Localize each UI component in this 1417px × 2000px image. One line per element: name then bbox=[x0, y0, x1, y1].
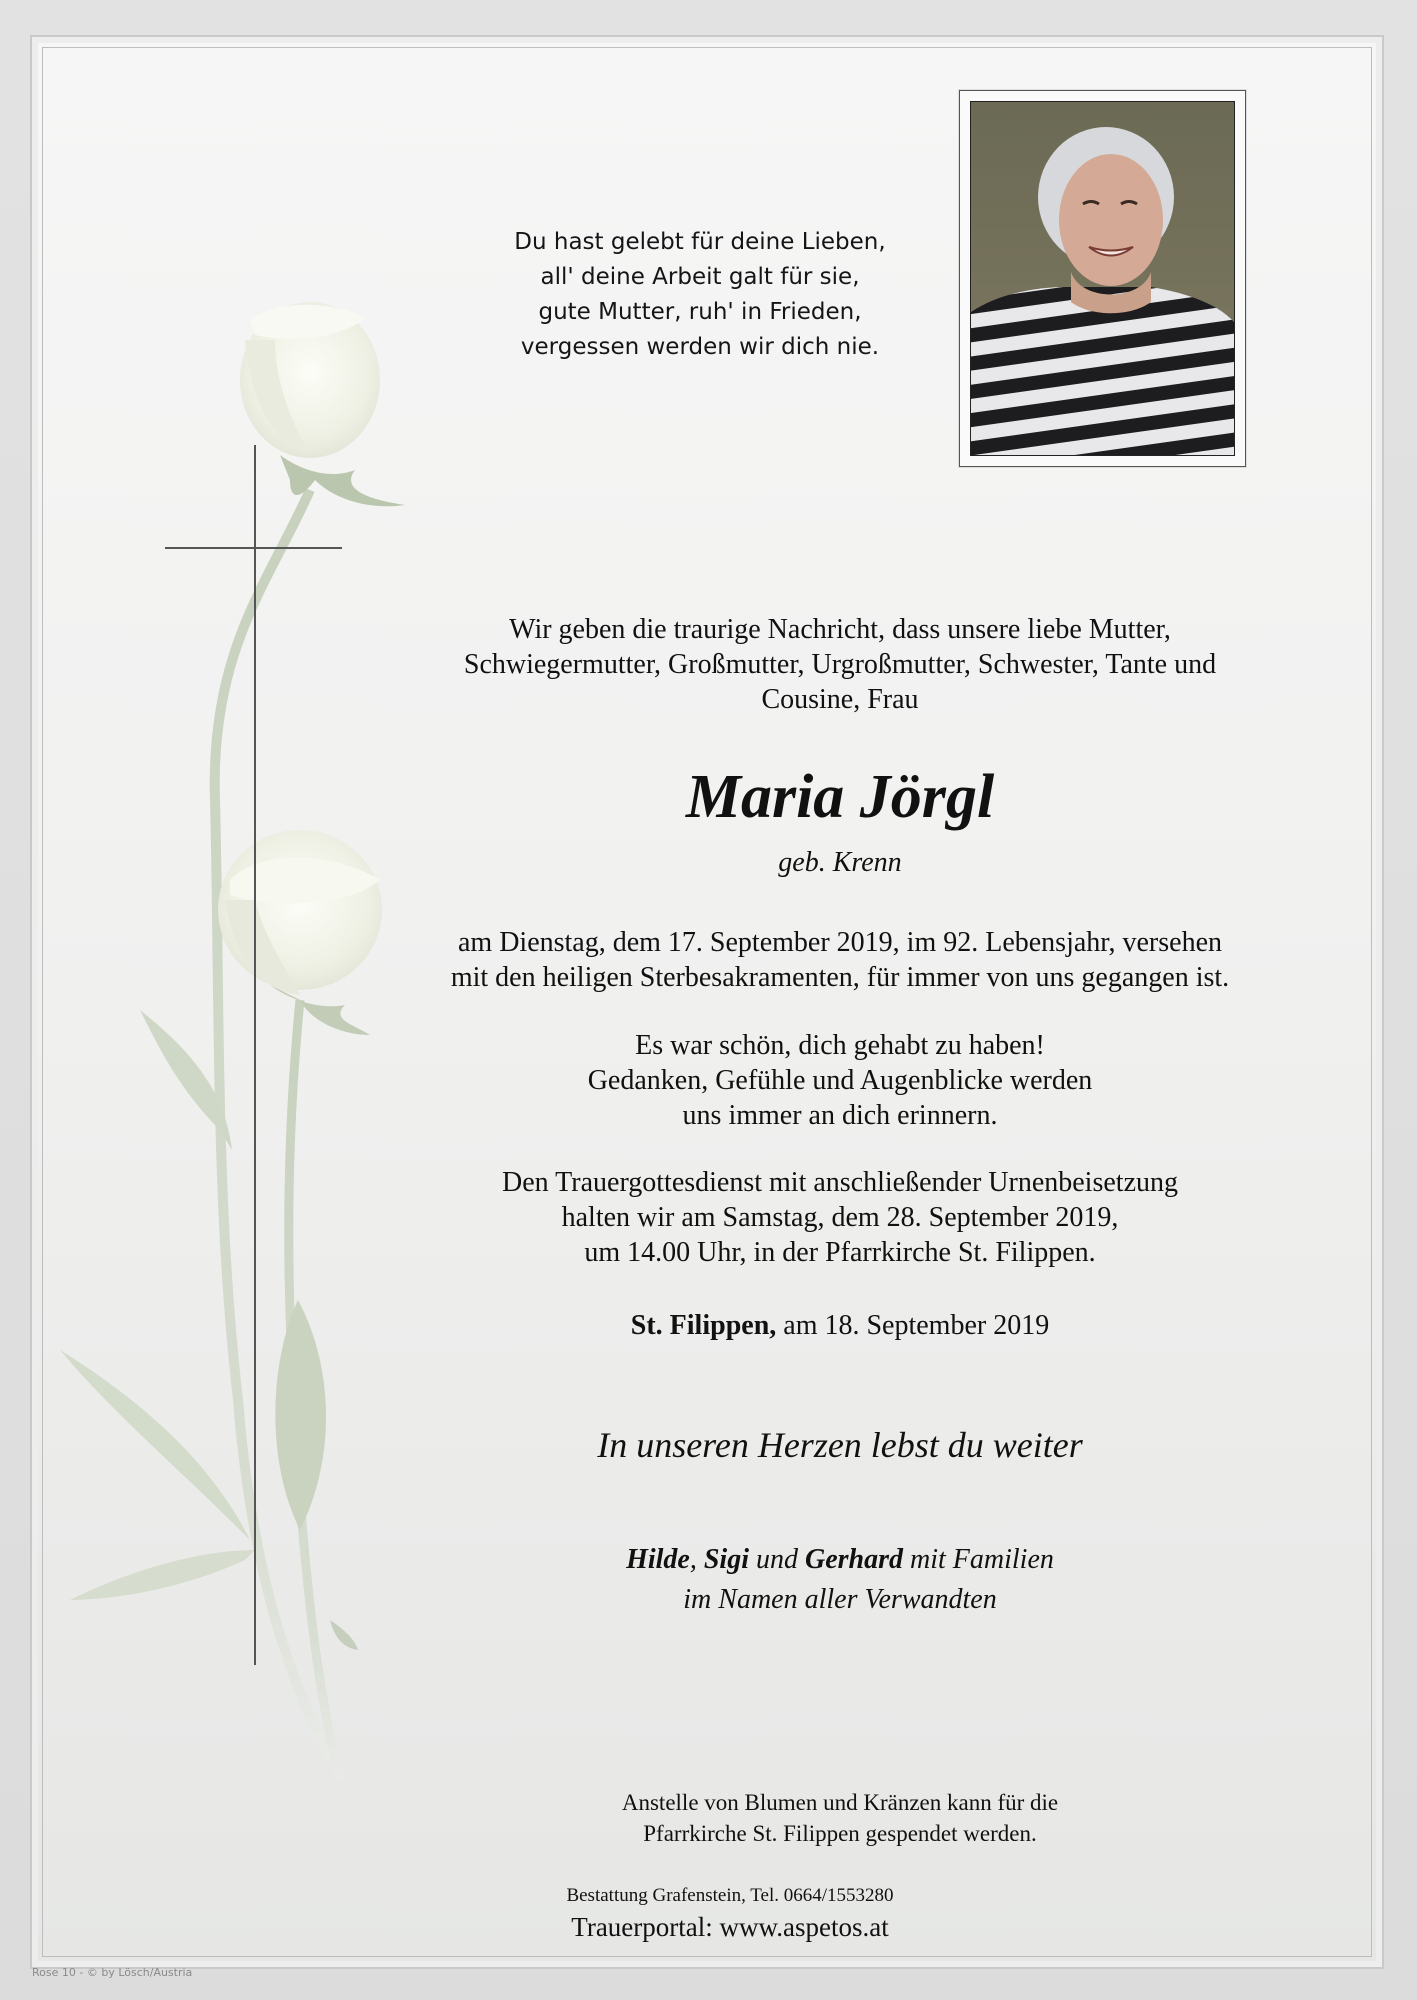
family-name-3: Gerhard bbox=[805, 1544, 904, 1575]
image-credit: Rose 10 - © by Lösch/Austria bbox=[32, 1966, 193, 1979]
poem-line: Du hast gelebt für deine Lieben, bbox=[514, 229, 886, 255]
place-date bbox=[370, 1308, 1310, 1343]
place: St. Filippen, bbox=[630, 1310, 777, 1341]
service-line: halten wir am Samstag, dem 28. September 2019, bbox=[561, 1202, 1119, 1233]
leaf-5 bbox=[330, 1620, 358, 1650]
death-notice-line: mit den heiligen Sterbesakramenten, für immer von uns gegangen ist. bbox=[450, 962, 1230, 993]
maiden-name: geb. Krenn bbox=[778, 847, 902, 878]
portal-link[interactable]: Trauerportal: www.aspetos.at bbox=[571, 1912, 889, 1942]
death-notice bbox=[370, 925, 1310, 995]
leaf-3 bbox=[70, 1550, 255, 1600]
leaf-4 bbox=[275, 1300, 326, 1530]
announcement-line: Cousine, Frau bbox=[761, 684, 919, 715]
family-separator: und bbox=[749, 1544, 805, 1575]
motto: In unseren Herzen lebst du weiter bbox=[597, 1425, 1083, 1465]
announcement-line: Schwiegermutter, Großmutter, Urgroßmutter, Schwester, Tante und bbox=[463, 649, 1217, 680]
service-info bbox=[370, 1165, 1310, 1270]
announcement-line: Wir geben die traurige Nachricht, dass unsere liebe Mutter, bbox=[509, 614, 1171, 645]
poem bbox=[480, 225, 920, 365]
donation-line: Pfarrkirche St. Filippen gespendet werden. bbox=[643, 1821, 1037, 1846]
sepal-upper bbox=[280, 455, 405, 506]
portrait-frame bbox=[959, 90, 1246, 467]
portrait-photo bbox=[970, 101, 1235, 456]
verse bbox=[370, 1028, 1310, 1133]
family-suffix: mit Familien bbox=[903, 1544, 1054, 1575]
family-signature bbox=[370, 1540, 1310, 1620]
poem-line: all' deine Arbeit galt für sie, bbox=[540, 264, 860, 290]
poem-line: vergessen werden wir dich nie. bbox=[520, 334, 880, 360]
service-line: um 14.00 Uhr, in der Pfarrkirche St. Filippen. bbox=[584, 1237, 1096, 1268]
family-name-2: Sigi bbox=[703, 1544, 749, 1575]
death-notice-line: am Dienstag, dem 17. September 2019, im 92. Lebensjahr, versehen bbox=[457, 927, 1222, 958]
family-separator: , bbox=[689, 1544, 704, 1575]
family-name-1: Hilde bbox=[626, 1544, 690, 1575]
date: am 18. September 2019 bbox=[776, 1310, 1050, 1341]
family-line-2: im Namen aller Verwandten bbox=[683, 1584, 997, 1615]
footer bbox=[360, 1883, 1100, 1945]
deceased-name: Maria Jörgl bbox=[685, 763, 995, 831]
donation-line: Anstelle von Blumen und Kränzen kann für die bbox=[621, 1790, 1059, 1815]
funeral-home: Bestattung Grafenstein, Tel. 0664/1553280 bbox=[566, 1885, 894, 1906]
verse-line: uns immer an dich erinnern. bbox=[682, 1100, 998, 1131]
sepal-lower bbox=[270, 985, 370, 1035]
verse-line: Gedanken, Gefühle und Augenblicke werden bbox=[587, 1065, 1093, 1096]
leaf-2 bbox=[60, 1350, 250, 1540]
service-line: Den Trauergottesdienst mit anschließender Urnenbeisetzung bbox=[502, 1167, 1178, 1198]
poem-line: gute Mutter, ruh' in Frieden, bbox=[538, 299, 862, 325]
verse-line: Es war schön, dich gehabt zu haben! bbox=[635, 1030, 1045, 1061]
announcement bbox=[370, 612, 1310, 717]
donation-note bbox=[370, 1787, 1310, 1849]
rose-stem-upper bbox=[215, 490, 330, 1760]
